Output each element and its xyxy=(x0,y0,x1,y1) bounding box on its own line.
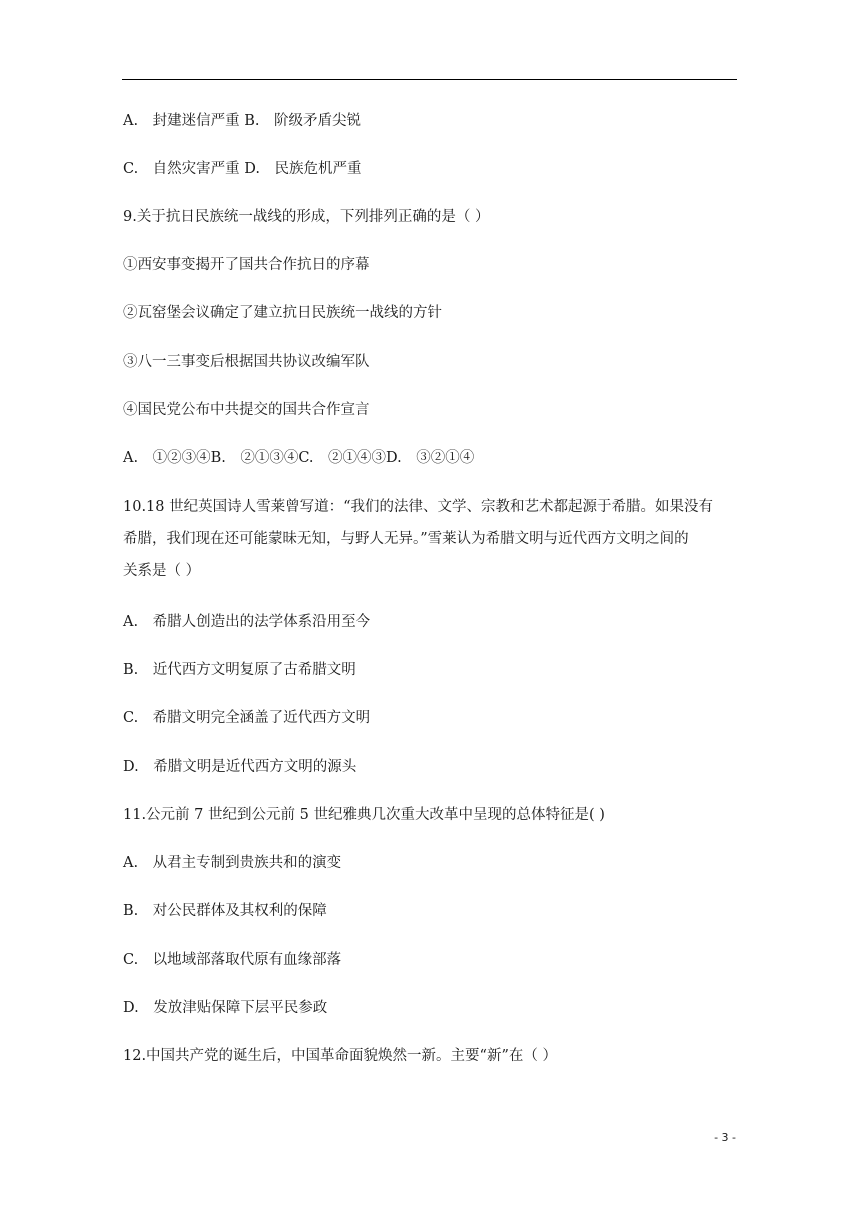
q10-option-c: C. 希腊文明完全涵盖了近代西方文明 xyxy=(123,710,371,726)
q11-option-b: B. 对公民群体及其权利的保障 xyxy=(123,903,327,919)
q10-option-a: A. 希腊人创造出的法学体系沿用至今 xyxy=(123,614,371,630)
q8-option-row-2: C. 自然灾害严重 D. 民族危机严重 xyxy=(123,161,362,177)
q10-stem-line-2: 希腊，我们现在还可能蒙昧无知，与野人无异。”雪莱认为希腊文明与近代西方文明之间的 xyxy=(123,531,689,547)
q9-item-4: ④国民党公布中共提交的国共合作宣言 xyxy=(123,402,370,418)
q10-option-d: D. 希腊文明是近代西方文明的源头 xyxy=(123,759,357,775)
q11-option-d: D. 发放津贴保障下层平民参政 xyxy=(123,1000,328,1016)
q9-item-2: ②瓦窑堡会议确定了建立抗日民族统一战线的方针 xyxy=(123,305,442,321)
q10-stem-line-3: 关系是（ ） xyxy=(123,563,201,579)
q12-stem: 12.中国共产党的诞生后，中国革命面貌焕然一新。主要“新”在（ ） xyxy=(123,1048,557,1064)
q9-stem: 9.关于抗日民族统一战线的形成，下列排列正确的是（ ） xyxy=(123,209,490,225)
q9-item-1: ①西安事变揭开了国共合作抗日的序幕 xyxy=(123,257,370,273)
q9-options: A. ①②③④B. ②①③④C. ②①④③D. ③②①④ xyxy=(123,450,475,466)
q8-option-row-1: A. 封建迷信严重 B. 阶级矛盾尖锐 xyxy=(123,113,361,129)
header-rule xyxy=(122,79,737,80)
q11-option-a: A. 从君主专制到贵族共和的演变 xyxy=(123,855,342,871)
q10-stem-line-1: 10.18 世纪英国诗人雪莱曾写道：“我们的法律、文学、宗教和艺术都起源于希腊。如果没有 xyxy=(123,499,714,515)
q11-stem: 11.公元前 7 世纪到公元前 5 世纪雅典几次重大改革中呈现的总体特征是( ) xyxy=(123,807,605,823)
q11-option-c: C. 以地域部落取代原有血缘部落 xyxy=(123,952,342,968)
page-number: - 3 - xyxy=(714,1131,736,1144)
q10-option-b: B. 近代西方文明复原了古希腊文明 xyxy=(123,662,356,678)
q9-item-3: ③八一三事变后根据国共协议改编军队 xyxy=(123,354,370,370)
